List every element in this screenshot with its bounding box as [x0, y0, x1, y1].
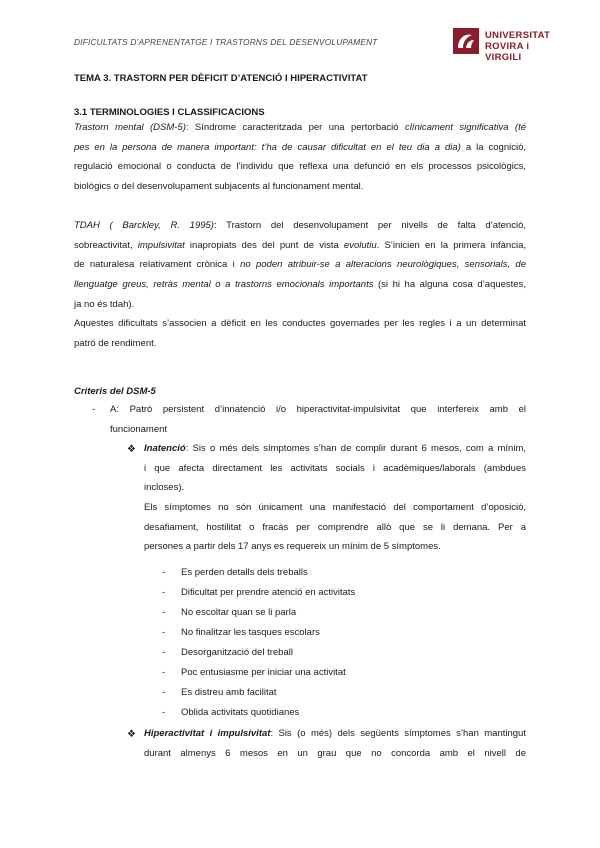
text-span: a la cognició, — [460, 141, 526, 153]
text-line: patró de rendiment. — [74, 338, 157, 350]
text-line: durant almenys 6 mesos en un grau que no concorda amb el nivell de — [144, 747, 526, 759]
section-heading: 3.1 TERMINOLOGIES I CLASSIFICACIONS — [74, 107, 265, 118]
text-line — [74, 255, 526, 275]
list-item: Es distreu amb facilitat — [181, 687, 277, 698]
text-span: : Sis o més dels símptomes s’han de complir durant 6 mesos, com a mínim, — [185, 443, 526, 454]
hiperactivitat-block — [144, 724, 526, 763]
inatencio-block — [144, 439, 526, 557]
list-item: Es perden detalls dels treballs — [181, 567, 308, 578]
list-item: Oblida activitats quotidianes — [181, 707, 300, 718]
logo-line-2: ROVIRA i VIRGILI — [485, 41, 530, 63]
text-span: . S’inicien en la primera infància, — [376, 239, 526, 251]
emphasis: no poden atribuir-se a alteracions neurològiques, sensorials, de — [240, 259, 526, 271]
list-dash: - — [162, 567, 166, 578]
text-line: i que afecta directament les activitats socials i acadèmiques/laborals (ambdues — [144, 462, 526, 474]
logo-line-1: UNIVERSITAT — [485, 30, 551, 41]
list-item: No escoltar quan se li parla — [181, 607, 297, 618]
text-line: A: Patró persistent d’innatenció i/o hiperactivitat-impulsivitat que interfereix amb el — [110, 404, 526, 415]
text-line — [144, 724, 526, 744]
text-line — [74, 275, 526, 295]
list-dash: - — [162, 587, 166, 598]
list-dash: - — [162, 687, 166, 698]
text-line: regulació emocional o conducta de l’individu que reflexa una defunció en els processos psicològics, — [74, 161, 526, 173]
text-span: de naturalesa relativament crònica i — [74, 259, 241, 271]
list-item: Dificultat per prendre atenció en activitats — [181, 587, 356, 598]
text-line: desafiament, hostilitat o fracàs per comprendre allò que se li demana. Per a — [144, 521, 526, 533]
text-line: persones a partir dels 17 anys es requereix un mínim de 5 símptomes. — [144, 541, 441, 553]
diamond-bullet-icon: ❖ — [127, 729, 136, 740]
term: Trastorn mental (DSM-5) — [74, 122, 186, 133]
criteria-heading: Criteris del DSM-5 — [74, 386, 156, 397]
list-dash: - — [162, 647, 166, 658]
text-line: funcionament — [110, 423, 168, 435]
list-dash: - — [92, 404, 96, 415]
text-line: ja no és tdah). — [74, 298, 135, 310]
criterion-a — [110, 400, 526, 439]
page-title: TEMA 3. TRASTORN PER DÈFICIT D’ATENCIÓ I HIPERACTIVITAT — [74, 73, 368, 84]
list-item: No finalitzar les tasques escolars — [181, 627, 320, 638]
paragraph-tdah — [74, 216, 526, 354]
urv-logo-icon — [453, 28, 479, 54]
text-line: incloses). — [144, 482, 185, 494]
text-line — [144, 439, 526, 459]
text-line — [74, 138, 526, 158]
university-logo — [453, 28, 563, 63]
text-line: Els símptomes no són únicament una manifestació del comportament d’oposició, — [144, 502, 526, 514]
diamond-bullet-icon: ❖ — [127, 444, 136, 455]
text-line: biològics o del desenvolupament subjacents al funcionament mental. — [74, 181, 364, 193]
text-span: (si hi ha alguna cosa d’aquestes, — [373, 279, 526, 291]
text-line — [74, 216, 526, 236]
term: Hiperactivitat i impulsivitat — [144, 728, 271, 739]
emphasis: llenguatge greus, retràs mental o a trastorns emocionals importants — [74, 279, 374, 291]
text-span: sobreactivitat, — [74, 239, 138, 251]
text-line — [74, 118, 526, 138]
text-span: : Sis (o més) dels següents símptomes s’han mantingut — [270, 728, 526, 739]
list-dash: - — [162, 707, 166, 718]
term: Inatenció — [144, 443, 186, 454]
text-span: : Síndrome caracteritzada per una pertorbació — [185, 122, 405, 133]
running-header: DIFICULTATS D’APRENENTATGE I TRASTORNS DEL DESENVOLUPAMENT — [74, 37, 378, 47]
text-line — [74, 236, 526, 256]
text-line: Aquestes dificultats s’associen a dèficit en les conductes governades per les regles i a un determinat — [74, 318, 526, 330]
list-dash: - — [162, 627, 166, 638]
list-item: Desorganització del treball — [181, 647, 293, 658]
emphasis: clínicament significativa (té — [404, 122, 526, 133]
emphasis: pes en la persona de manera important: t’ha de causar dificultat en el teu dia a dia) — [74, 141, 461, 153]
list-dash: - — [162, 667, 166, 678]
emphasis: evolutiu — [343, 239, 377, 251]
emphasis: impulsivitat — [137, 239, 185, 251]
text-span: inapropiats des del punt de vista — [184, 239, 344, 251]
list-dash: - — [162, 607, 166, 618]
paragraph-trastorn-mental — [74, 118, 526, 197]
term: TDAH ( Barckley, R. 1995) — [74, 220, 214, 231]
list-item: Poc entusiasme per iniciar una activitat — [181, 667, 346, 678]
text-span: : Trastorn del desenvolupament per nivells de falta d’atenció, — [213, 220, 526, 231]
